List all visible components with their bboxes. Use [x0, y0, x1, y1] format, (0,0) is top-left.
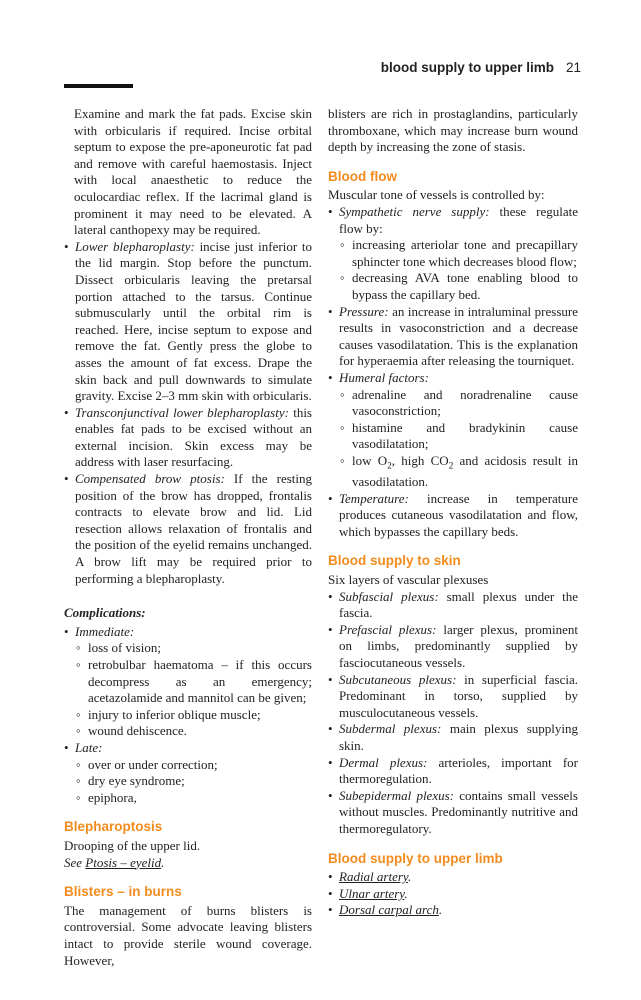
item-text: contains small vessels without muscles. Predominantly nutritive and thermoregulatory. — [339, 787, 578, 836]
item-text: small plexus under the fascia. — [339, 588, 578, 621]
term: Lower blepharoplasty: — [75, 238, 195, 254]
item-text: arterioles, important for thermoregulation. — [339, 754, 578, 787]
item-text: main plexus supplying skin. — [339, 721, 579, 753]
term: Compensated brow ptosis: — [75, 471, 225, 487]
list-item: ◦ increasing arteriolar tone and precapillary sphincter tone which decreases blood flow; — [339, 237, 578, 270]
list-item: ◦ epiphora, — [75, 790, 312, 807]
skin-heading: Blood supply to skin — [328, 553, 461, 569]
late-list — [75, 757, 312, 807]
humeral-sublist — [339, 387, 578, 491]
list-item: ◦ histamine and bradykinin cause vasodilatation; — [339, 420, 578, 453]
list-item: ◦ retrobulbar haematoma – if this occurs decompress as an emergency; acetazolamide and mannitol can be given; — [75, 657, 312, 707]
term: Sympathetic nerve supply: — [339, 203, 490, 219]
term: Temperature: — [339, 490, 409, 506]
list-item: ◦ over or under correction; — [75, 757, 312, 774]
list-item — [64, 624, 312, 740]
running-header — [381, 60, 581, 75]
list-item — [328, 672, 578, 722]
blepharoplasty-list — [64, 239, 312, 587]
list-item — [328, 204, 578, 304]
left-column — [64, 106, 312, 969]
radial-artery-link[interactable]: Radial artery — [339, 869, 408, 885]
list-item — [328, 370, 578, 491]
list-item: • Ulnar artery. — [328, 886, 578, 903]
list-item — [328, 788, 578, 838]
list-item — [328, 304, 578, 370]
sympathetic-sublist — [339, 237, 578, 303]
term: Subdermal plexus: — [339, 721, 442, 737]
list-item — [328, 755, 578, 788]
item-text: these regulate flow by: — [339, 203, 578, 236]
list-item: • Dorsal carpal arch. — [328, 902, 578, 919]
term: Pressure: — [339, 303, 389, 319]
blisters-text: The management of burns blisters is controversial. Some advocate leaving blisters intact to provide sterile wound coverage. However, — [64, 902, 312, 968]
list-item — [328, 589, 578, 622]
list-item — [64, 740, 312, 806]
list-item: • Radial artery. — [328, 869, 578, 886]
list-item — [328, 721, 578, 754]
list-item: ◦ injury to inferior oblique muscle; — [75, 707, 312, 724]
term: Prefascial plexus: — [339, 621, 437, 637]
list-item: ◦ dry eye syndrome; — [75, 773, 312, 790]
list-item — [64, 405, 312, 471]
skin-list — [328, 589, 578, 838]
item-text: an increase in intraluminal pressure results in vasoconstriction and a decrease causes vasodilatation. This is the explanation for hyperaemia after releasing the tourniquet. — [339, 303, 578, 369]
blood-flow-heading: Blood flow — [328, 168, 397, 184]
list-item: ◦ loss of vision; — [75, 640, 312, 657]
item-text: increase in temperature produces cutaneous vasodilatation and flow, which bypasses the capillary beds. — [339, 490, 578, 539]
term: Subfascial plexus: — [339, 588, 439, 604]
list-item — [64, 471, 312, 587]
skin-intro: Six layers of vascular plexuses — [328, 572, 489, 588]
term: Humeral factors: — [339, 369, 429, 385]
late-label: Late: — [75, 739, 103, 755]
blood-flow-list — [328, 204, 578, 540]
complications-heading: Complications: — [64, 605, 146, 621]
item-text: incise just inferior to the lid margin. Stop before the punctum. Dissect orbicularis leaving the pretarsal portion attached to the tarsus. Continue submuscularly until the orbital rim is reached. Here, incise septum to expose and remove the fat. Gently press the globe to asses the amount of fat excess. Drape the skin back and pull downwards to simulate gravity. Excise 2–3 mm skin with orbicularis. — [75, 238, 313, 404]
list-item: ◦ decreasing AVA tone enabling blood to bypass the capillary bed. — [339, 270, 578, 303]
term: Subepidermal plexus: — [339, 787, 454, 803]
running-title: blood supply to upper limb — [380, 60, 554, 75]
item-text: If the resting position of the brow has dropped, frontalis contracts to elevate brow and lid. Lid resection allows relaxation of frontalis and the position of the eyelid remains unchanged. A brow lift may be required prior to performing a blepharoplasty. — [75, 471, 312, 586]
list-item — [64, 239, 312, 405]
list-item: ◦ adrenaline and noradrenaline cause vasoconstriction; — [339, 387, 578, 420]
blisters-heading: Blisters – in burns — [64, 884, 182, 900]
list-item — [328, 491, 578, 541]
item-text: larger plexus, prominent on limbs, predominantly supplied by fasciocutaneous vessels. — [339, 621, 579, 670]
upper-limb-list — [328, 869, 578, 919]
intro-paragraph: Examine and mark the fat pads. Excise skin with orbicularis if required. Incise orbital septum to expose the pre-aponeurotic fat pad and remove with careful haemostasis. Inject with local anaesthetic to reduce the oculocardiac reflex. If the lacrimal gland is prominent it may need to be elevated. A lateral canthopexy may be required. — [74, 106, 312, 238]
item-text: in superficial fascia. Predominant in torso, supplied by musculocutaneous vessels. — [339, 671, 578, 720]
item-text: this enables fat pads to be excised without an external incision. Skin excess may be address with laser resurfacing. — [75, 404, 312, 470]
term: Dermal plexus: — [339, 754, 428, 770]
ulnar-artery-link[interactable]: Ulnar artery — [339, 885, 405, 901]
dorsal-carpal-arch-link[interactable]: Dorsal carpal arch — [339, 902, 439, 918]
list-item: ◦ low $O_2$, high $CO_2$ and acidosis result in vasodilatation. — [339, 453, 578, 491]
list-item — [328, 622, 578, 672]
page-number: 21 — [565, 60, 581, 75]
upper-limb-heading: Blood supply to upper limb — [328, 850, 503, 866]
header-rule — [64, 84, 133, 88]
complications-list — [64, 624, 312, 807]
immediate-label: Immediate: — [75, 623, 135, 639]
blepharoptosis-see: See Ptosis – eyelid. — [64, 854, 165, 870]
blood-flow-intro: Muscular tone of vessels is controlled by: — [328, 187, 545, 203]
blepharoptosis-text: Drooping of the upper lid. — [64, 837, 201, 853]
list-item: ◦ wound dehiscence. — [75, 723, 312, 740]
term: Subcutaneous plexus: — [339, 671, 457, 687]
term: Transconjunctival lower blepharoplasty: — [75, 404, 289, 420]
blisters-continued: blisters are rich in prostaglandins, particularly thromboxane, which may increase burn wound depth by increasing the zone of stasis. — [328, 106, 578, 155]
immediate-list — [75, 640, 312, 740]
see-label: See — [64, 854, 86, 870]
blepharoptosis-heading: Blepharoptosis — [64, 819, 163, 835]
ptosis-link[interactable]: Ptosis – eyelid — [85, 854, 162, 870]
right-column — [328, 106, 578, 919]
